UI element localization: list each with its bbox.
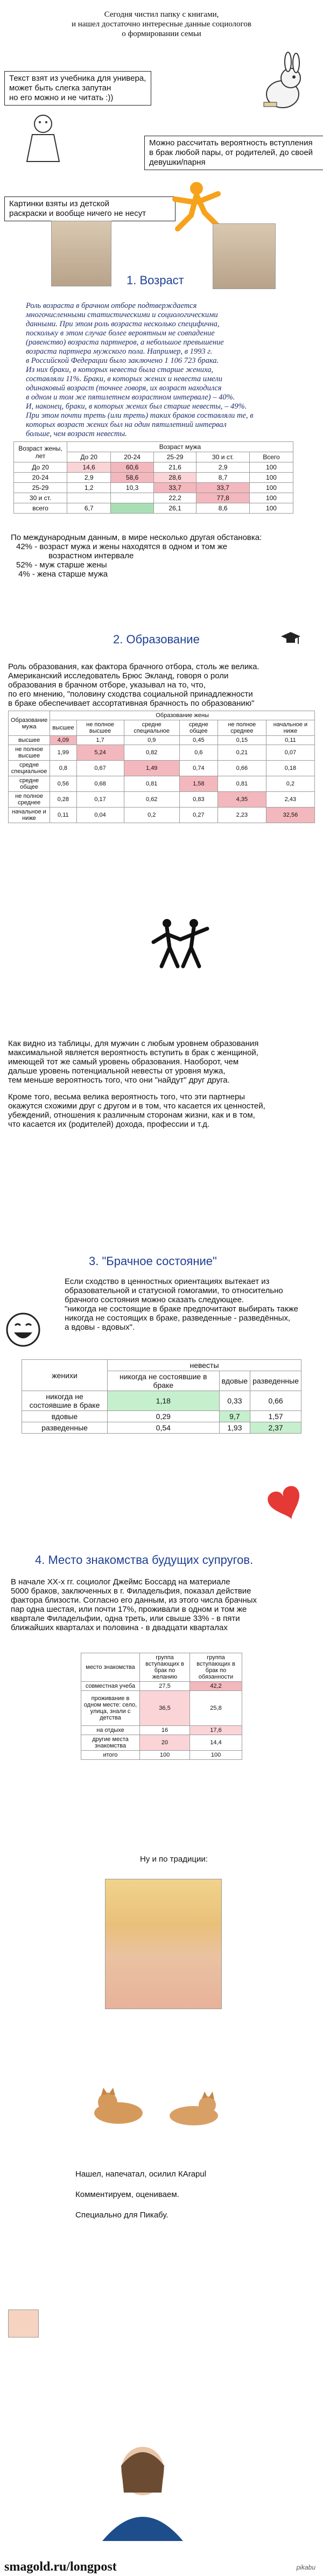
table-cell: 100 [249,483,293,493]
table-cell: 2,37 [250,1422,301,1434]
column-header: никогда не состоявшие в браке [108,1371,220,1391]
table-cell: 5,24 [76,745,124,761]
row-label: не полное среднее [9,792,50,808]
table-cell: 4,09 [50,736,76,745]
table-row [81,1735,242,1751]
row-label: высшее [9,736,50,745]
column-header: 30 и ст. [196,452,250,462]
table-row [22,1411,301,1422]
closing-line: Нашел, напечатал, осилил КArapul [75,2170,207,2179]
callout-pictures [4,196,175,221]
section3-text [65,1277,301,1332]
table-cell: 0,15 [217,736,266,745]
row-label: вдовые [22,1411,108,1422]
table-cell: 0,83 [179,792,217,808]
table-corner: Образование мужа [9,711,50,736]
callout-line: раскраски и вообще ничего не несут [9,209,146,218]
table-cell: 1,18 [108,1391,220,1411]
closing-lines [75,2164,301,2226]
text-line: ближайших кварталах и половина - в двадцати кварталах [11,1623,228,1632]
text-line: дальше уровень потенциальной невесты от уровня мужа, [8,1066,226,1076]
text-line: В начале XX-х гг. социолог Джеймс Боссард на материале [11,1577,230,1587]
row-label: средне специальное [9,761,50,776]
row-label: средне общее [9,776,50,792]
table-row [14,493,293,503]
table-cell: 1,58 [179,776,217,792]
text-line: в одном и том же пятилетнем возрастном интервале) – 40%. [26,393,235,402]
table-cell: 36,5 [140,1691,190,1726]
table-row [14,473,293,483]
table-cell: 0,11 [50,808,76,823]
table-cell: 0,81 [124,776,179,792]
table-row [14,462,293,473]
text-line: поскольку в этом случае более вероятным не совпадение [26,329,215,338]
table-group-header: Образование жены [50,711,315,720]
row-label: итого [81,1751,140,1760]
table-row [81,1726,242,1735]
table-cell [111,493,154,503]
table-cell: 58,6 [111,473,154,483]
table-cell: 0,82 [124,745,179,761]
table-cell: 100 [190,1751,242,1760]
table-cell: 42,2 [190,1682,242,1691]
text-line: брачного состояния можно сказать следующее. [65,1295,244,1304]
summary-line: 4% - жена старше мужа [18,570,108,579]
table-cell: 33,7 [196,483,250,493]
footer-brand: pikabu [296,2564,315,2571]
text-line: квартале Филадельфии, одна треть, или свыше 33% - в пяти [11,1614,240,1623]
table-cell: 0,28 [50,792,76,808]
table-cell: 0,54 [108,1422,220,1434]
blonde-photo [105,1879,222,2009]
section-title-marital: 3. "Брачное состояние" [89,1254,217,1268]
table-row [9,792,315,808]
table-row [81,1751,242,1760]
table-cell: 2,9 [196,462,250,473]
text-line: окажутся схожими друг с другом и в том, что касается их ценностей, [8,1101,265,1111]
callout-textbook [4,71,151,106]
table-cell: 1,93 [219,1422,250,1434]
kitten-left-illustration [86,2083,151,2126]
column-header: До 20 [67,452,111,462]
text-line: Американский исследователь Брюс Экланд, говоря о роли [8,671,229,680]
row-label: не полное высшее [9,745,50,761]
table-cell: 0,2 [266,776,314,792]
table-corner: женихи [22,1360,108,1391]
section4-text [11,1577,312,1632]
section-title-meeting-place: 4. Место знакомства будущих супругов. [35,1553,254,1567]
text-line: Роль образования, как фактора брачного отбора, столь же велика. [8,662,259,671]
text-line: тем меньше вероятность того, что они "найдут" друг друга. [8,1076,230,1085]
table-cell: 100 [249,493,293,503]
table-row [81,1691,242,1726]
text-line: составляли 11%. Браки, в которых жених и невеста имели [26,375,222,383]
text-line: Кроме того, весьма велика вероятность того, что эти партнеры [8,1092,245,1101]
text-line: При этом почти треть (или треть) таких браков составляли те, в [26,411,254,420]
table-cell: 0,8 [50,761,76,776]
education-table [8,711,315,823]
table-cell: 2,23 [217,808,266,823]
column-header: средне общее [179,720,217,736]
text-line: Как видно из таблицы, для мужчин с любым уровнем образования [8,1039,259,1048]
laughing-face-icon [4,1311,42,1349]
text-line: а вдовы - вдовых". [65,1323,135,1332]
row-label: всего [14,503,67,514]
table-cell: 17,6 [190,1726,242,1735]
table-cell: 100 [249,503,293,514]
table-cell: 21,6 [153,462,196,473]
text-line: по его мнению, "половину сходства социальной принадлежности [8,690,253,699]
text-line: фактора близости. Согласно его данным, из этого числа брачных [11,1596,257,1605]
column-header: не полное высшее [76,720,124,736]
summary-line: По международным данным, в мире несколько другая обстановка: [11,533,262,542]
table-cell: 4,35 [217,792,266,808]
text-line: 5000 браков, заключенных в г. Филадельфия, показал действие [11,1587,251,1596]
tradition-text: Ну и по традиции: [140,1855,208,1864]
table-cell: 22,2 [153,493,196,503]
table-cell: 77,8 [196,493,250,503]
column-header: вдовые [219,1371,250,1391]
text-line: одинаковый возраст (точнее говоря, их возраст находился [26,384,222,392]
table-cell: 0,56 [50,776,76,792]
table-cell: 0,18 [266,761,314,776]
callout-line: в брак любой пары, от родителей, до своей [149,148,313,157]
text-line: которых возраст жених был на один пятилетний интервал [26,420,227,429]
summary-line: 52% - муж старше жены [16,560,107,570]
text-line: Из них браки, в которых невеста была старше жениха, [26,366,214,374]
intro-line: Сегодня чистил папку с книгами, [104,10,219,19]
callout-line: Текст взят из учебника для универа, [9,74,146,83]
section2-after [8,1039,315,1129]
text-line: данными. При этом роль возраста несколько специфична, [26,320,220,328]
callout-probability [144,136,323,170]
column-header: группа вступающих в брак по желанию [140,1653,190,1682]
table-cell: 0,2 [124,808,179,823]
column-header: высшее [50,720,76,736]
column-header: 25-29 [153,452,196,462]
text-line: что касается их (родителей) дохода, профессии и т.д. [8,1120,210,1129]
table-cell: 100 [249,473,293,483]
text-line: И, наконец, браки, в которых жених был старше невесты, – 49%. [26,402,247,411]
baby-photo [8,2310,39,2338]
meeting-table [81,1653,242,1760]
text-line: (равенство) возраста партнеров, а небольшое превышение [26,338,224,347]
table-cell: 0,81 [217,776,266,792]
graduation-cap-icon [280,631,301,647]
table-cell: 0,62 [124,792,179,808]
table-cell: 0,74 [179,761,217,776]
table-cell: 0,68 [76,776,124,792]
table-cell: 100 [249,462,293,473]
table-row [81,1682,242,1691]
marital-table [22,1359,301,1434]
row-label: на отдыхе [81,1726,140,1735]
table-cell: 6,7 [67,503,111,514]
table-cell: 1,49 [124,761,179,776]
summary-line: возрастном интервале [48,551,134,560]
row-label: другие места знакомства [81,1735,140,1751]
table-cell: 8,6 [196,503,250,514]
section-title-education: 2. Образование [113,633,200,646]
row-label: проживание в одном месте: село, улица, знали с детства [81,1691,140,1726]
age-summary [11,533,291,579]
table-cell: 9,7 [219,1411,250,1422]
intro-line: о формировании семьи [122,30,201,38]
table-row [22,1391,301,1411]
table-cell: 2,9 [67,473,111,483]
footer-site[interactable]: smagold.ru/longpost [4,2560,117,2574]
closing-line: Комментируем, оцениваем. [75,2190,179,2199]
column-header: начальное и ниже [266,720,314,736]
row-label: совместная учеба [81,1682,140,1691]
table-cell: 0,17 [76,792,124,808]
table-cell: 33,7 [153,483,196,493]
table-cell: 14,4 [190,1735,242,1751]
table-cell: 10,3 [111,483,154,493]
row-label: 25-29 [14,483,67,493]
table-cell: 25,8 [190,1691,242,1726]
callout-line: Можно рассчитать вероятность вступления [149,138,313,148]
text-line: в браке обеспечивает ассортативная брачность по образованию" [8,699,255,708]
row-label: никогда не состоявшие в браке [22,1391,108,1411]
section-title-age: 1. Возраст [127,273,184,287]
table-cell [67,493,111,503]
woman-photo [213,223,276,289]
table-cell: 16 [140,1726,190,1735]
rabbit-illustration [253,51,318,116]
text-line: в Российской Федерации было заключено 1 106 723 брака. [26,356,219,365]
text-line: образования в брачном отборе, указывал на то, что, [8,680,206,690]
text-line: пар одна шестая, или почти 17%, проживали в одном и том же [11,1605,247,1614]
table-cell: 0,66 [217,761,266,776]
table-cell [111,503,154,514]
table-row [9,736,315,745]
intro-text [48,10,275,39]
text-line: "никогда не состоящие в браке предпочитают выбирать также [65,1304,298,1314]
text-line: Роль возраста в брачном отборе подтверждается [26,301,197,310]
section1-text [26,301,317,439]
closing-line: Специально для Пикабу. [75,2210,168,2220]
table-cell: 0,6 [179,745,217,761]
dancing-figures-illustration [148,915,213,980]
table-cell: 60,6 [111,462,154,473]
text-line: возраста партнера мужского пола. Например, в 1993 г. [26,347,213,356]
column-header: не полное среднее [217,720,266,736]
callout-line: может быть слегка запутан [9,83,111,93]
text-line: больше, чем возраст невесты. [26,430,127,438]
doll-illustration [22,110,65,164]
column-header: Всего [249,452,293,462]
table-row [9,808,315,823]
column-header: разведенные [250,1371,301,1391]
man-photo [51,221,111,286]
table-cell: 0,07 [266,745,314,761]
column-header: средне специальное [124,720,179,736]
row-label: разведенные [22,1422,108,1434]
table-cell: 1,7 [76,736,124,745]
table-cell: 1,57 [250,1411,301,1422]
table-group-header: невесты [108,1360,301,1371]
heart-decoration [253,1475,312,1524]
row-label: До 20 [14,462,67,473]
table-group-header: Возраст мужа [67,442,293,452]
table-cell: 20 [140,1735,190,1751]
table-cell: 0,33 [219,1391,250,1411]
table-row [14,483,293,493]
age-table [13,441,293,514]
text-line: никогда не состоящих в браке, разведенные - разведённых, [65,1314,291,1323]
table-corner: Возраст жены, лет [14,442,67,462]
table-row [9,745,315,761]
table-cell: 0,11 [266,736,314,745]
table-cell: 0,29 [108,1411,220,1422]
callout-line: но его можно и не читать :)) [9,93,114,102]
table-cell: 1,99 [50,745,76,761]
table-row [22,1422,301,1434]
row-label: начальное и ниже [9,808,50,823]
table-cell: 27,5 [140,1682,190,1691]
table-cell: 26,1 [153,503,196,514]
text-line: убеждений, отношения к различным сторонам жизни, как и в том, [8,1111,255,1120]
section2-text [8,662,315,708]
summary-line: 42% - возраст мужа и жены находятся в одном и том же [16,542,228,551]
kitten-right-illustration [162,2089,226,2132]
intro-line: и нашел достаточно интересные данные социологов [71,20,252,29]
text-line: Если сходство в ценностных ориентациях вытекает из [65,1277,270,1286]
column-header: группа вступающих в брак по обязанности [190,1653,242,1682]
table-row [14,503,293,514]
text-line: имеющей тот же самый уровень образования. Наоборот, чем [8,1057,239,1066]
table-cell: 28,6 [153,473,196,483]
table-cell: 14,6 [67,462,111,473]
table-cell: 0,66 [250,1391,301,1411]
table-corner: место знакомства [81,1653,140,1682]
table-row [9,761,315,776]
callout-line: девушки/парня [149,158,206,167]
woman-illustration [81,2444,205,2541]
table-cell: 0,45 [179,736,217,745]
table-cell: 0,21 [217,745,266,761]
table-cell: 32,56 [266,808,314,823]
text-line: многочисленными статистическими и социологическими [26,311,218,319]
table-cell: 2,43 [266,792,314,808]
table-cell: 1,2 [67,483,111,493]
table-row [9,776,315,792]
table-cell: 0,27 [179,808,217,823]
callout-line: Картинки взяты из детской [9,199,110,208]
row-label: 20-24 [14,473,67,483]
text-line: образовательной и статусной гомогамии, то относительно [65,1286,283,1295]
table-cell: 0,67 [76,761,124,776]
column-header: 20-24 [111,452,154,462]
table-cell: 0,04 [76,808,124,823]
table-cell: 8,7 [196,473,250,483]
text-line: максимальной является вероятность вступить в брак с женщиной, [8,1048,258,1057]
table-cell: 100 [140,1751,190,1760]
table-cell: 0,9 [124,736,179,745]
row-label: 30 и ст. [14,493,67,503]
